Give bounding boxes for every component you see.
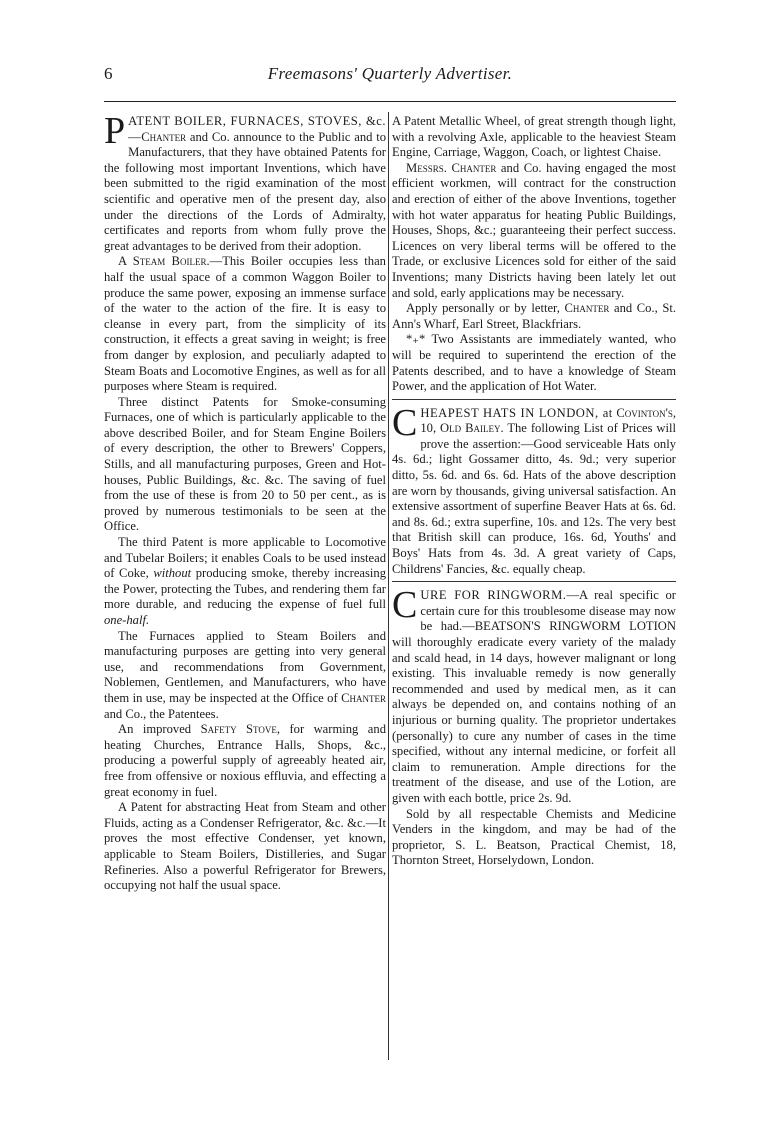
right-column xyxy=(392,114,676,869)
ad-title: HEAPEST HATS IN LONDON, at xyxy=(420,405,613,420)
paragraph-text: The third Patent is more applicable to Locomotive and Tubelar Boilers; it enables Coals to be used instead of Coke, xyxy=(104,535,386,581)
safety-stove-paragraph xyxy=(104,722,386,800)
firm-name: Chanter xyxy=(564,301,610,316)
drop-cap: P xyxy=(104,110,126,152)
apply-paragraph xyxy=(392,301,676,332)
ad-title: ATENT BOILER, FURNACES, STOVES, &c.— xyxy=(128,114,386,144)
paragraph-text: Apply personally or by letter, xyxy=(406,301,565,316)
furnaces-paragraph: Three distinct Patents for Smoke-consuming Furnaces, one of which is particularly applicable to the above described Boiler, and for Steam Engine Boilers of every description, the other to Brewers' Coppers, Stills, and all manufacturing purposes, Green and Hot-houses, Public Buildings, &c. &c. The saving of fuel from the use of these is from 20 to 50 per cent., as is proved by numerous testimonials to be seen at the Office. xyxy=(104,394,386,534)
patent-boiler-intro xyxy=(104,110,386,254)
asterism: *₊* xyxy=(406,332,426,347)
hats-paragraph xyxy=(392,401,677,578)
page-number: 6 xyxy=(104,64,113,83)
paragraph-text: An improved xyxy=(118,722,201,737)
firm-name: Chanter xyxy=(141,129,187,144)
running-title: Freemasons' Quarterly Advertiser. xyxy=(267,64,513,83)
italic-text: without xyxy=(153,566,192,581)
assistants-paragraph xyxy=(392,332,676,394)
firm-name: Messrs. Chanter xyxy=(406,160,497,175)
paragraph-text: and Co., the Patentees. xyxy=(104,706,219,721)
ad-title: URE FOR RINGWORM. xyxy=(420,588,567,603)
page-header xyxy=(104,64,676,86)
left-column xyxy=(104,110,386,894)
ad-separator xyxy=(392,581,676,582)
ringworm-paragraph xyxy=(392,584,677,806)
drop-cap: C xyxy=(392,401,418,444)
firm-name: Chanter xyxy=(341,690,386,705)
paragraph-text: Two Assistants are immediately wanted, who will be required to superintend the erection of the Patents described, and to have a knowledge of Steam Power, and the application of Hot Water. xyxy=(392,332,676,394)
header-rule xyxy=(104,101,676,102)
steam-boiler-paragraph xyxy=(104,254,386,394)
paragraph-text: The Furnaces applied to Steam Boilers and manufacturing purposes are getting into very general use, and recommendations from Government, Noblemen, Gentlemen, and Manufacturers, who have them in use, may be inspected at the Office of xyxy=(104,628,386,705)
subheading: Safety Stove xyxy=(200,722,277,737)
paragraph-text: and Co., St. Ann's Wharf, Earl Street, Blackfriars. xyxy=(392,301,676,331)
ringworm-sold-paragraph: Sold by all respectable Chemists and Medicine Venders in the kingdom, and may be had of the proprietor, S. L. Beatson, Practical Chemist, 18, Thornton Street, Horselydown, London. xyxy=(392,806,676,868)
paragraph-text: and Co. having engaged the most efficient workmen, will contract for the construction and erection of either of the above Inventions, together with hot water apparatus for heating Public Buildings, Houses, Shops, &c.; guaranteeing their perfect success. Licences on very liberal terms will be offered to the Trade, or exclusive Licences sold for either of the said Inventions; many Districts having been lately let out and sold, early applications may be necessary. xyxy=(392,160,676,300)
third-patent-paragraph xyxy=(104,535,386,629)
paragraph-text: and Co. announce to the Public and to Manufacturers, that they have obtained Patents for the following most important Inventions, which have been submitted to the rigid examination of the most scientific and operative men of the present day, also under the directions of the Lords of Admiralty, certificates and reports from whom fully prove the great advantages to be derived from their adoption. xyxy=(104,129,386,253)
paragraph-text: producing smoke, thereby increasing the Power, protecting the Tubes, and rendering them far more durable, and reducing the expense of fuel full xyxy=(104,566,386,612)
paragraph-text: —This Boiler occupies less than half the usual space of a common Waggon Boiler to produce the same power, exposing an immense surface of the water to the action of the fire. It is easy to cleanse in every part, from the simplicity of its construction, it effects a great saving in weight; is free from danger by explosion, and peculiarly adapted to Steam Boats and Locomotive Engines, as well as for all purposes where Steam is required. xyxy=(104,254,386,394)
contract-paragraph xyxy=(392,161,676,301)
ad-separator xyxy=(392,399,676,400)
subheading: A Steam Boiler. xyxy=(118,254,210,269)
condenser-paragraph: A Patent for abstracting Heat from Steam and other Fluids, acting as a Condenser Refrigerator, &c. &c.—It proves the most effective Condenser, yet known, applicable to Steam Boilers, Distilleries, and Sugar Refineries. Also a powerful Refrigerator for Brewers, occupying not half the usual space. xyxy=(104,800,386,893)
patent-boiler-advertisement xyxy=(104,110,386,894)
metallic-wheel-paragraph: A Patent Metallic Wheel, of great strength though light, with a revolving Axle, applicable to the heaviest Steam Engine, Carriage, Waggon, Coach, or lightest Chaise. xyxy=(392,114,676,160)
furnaces-usage-paragraph xyxy=(104,629,386,723)
ringworm-advertisement xyxy=(392,584,677,869)
paragraph-text: The following List of Prices will prove the assertion:—Good serviceable Hats only 4s. 6d.; light Gossamer ditto, 4s. 9d.; very superior ditto, 5s. 6d. and 6s. 6d. Hats of the above description are worn by thousands, giving universal satisfaction. An extensive assortment of superfine Beaver Hats at 6s. 6d. and 8s. 6d.; extra superfine, 10s. and 12s. The very best that British skill can produce, 16s. 6d, Youths' and Boys' Hats from 4s. 3d. A great variety of Caps, Childrens' Fancies, &c. equally cheap. xyxy=(392,421,676,576)
drop-cap: C xyxy=(392,584,418,627)
paragraph-text: —A real specific or certain cure for this troublesome disease may now be had.—BEATSON'S RINGWORM LOTION will thoroughly eradicate every variety of the malady and scald head, in 14 days, however malignant or long existing. This invaluable remedy is now generally recommended and used by medical men, as it can always be depended on, and contains nothing of an injurious or burning quality. The proprietor undertakes (personally) to cure any number of cases in the time specified, without any internal medicine, or forfeit all claim to remuneration. Ample directions for the treatment of the disease, and use of the Lotion, are given with each bottle, price 2s. 9d. xyxy=(392,588,677,805)
shop-address: Covinton's, 10, Old Bailey. xyxy=(420,405,677,436)
column-divider xyxy=(388,112,389,1060)
cheapest-hats-advertisement xyxy=(392,401,677,578)
italic-text: one-half. xyxy=(104,613,150,627)
paragraph-text: , for warming and heating Churches, Entrance Halls, Shops, &c., producing a powerful supply of agreeably heated air, free from offensive or noxious effluvia, and effecting a great economy in fuel. xyxy=(104,722,386,799)
